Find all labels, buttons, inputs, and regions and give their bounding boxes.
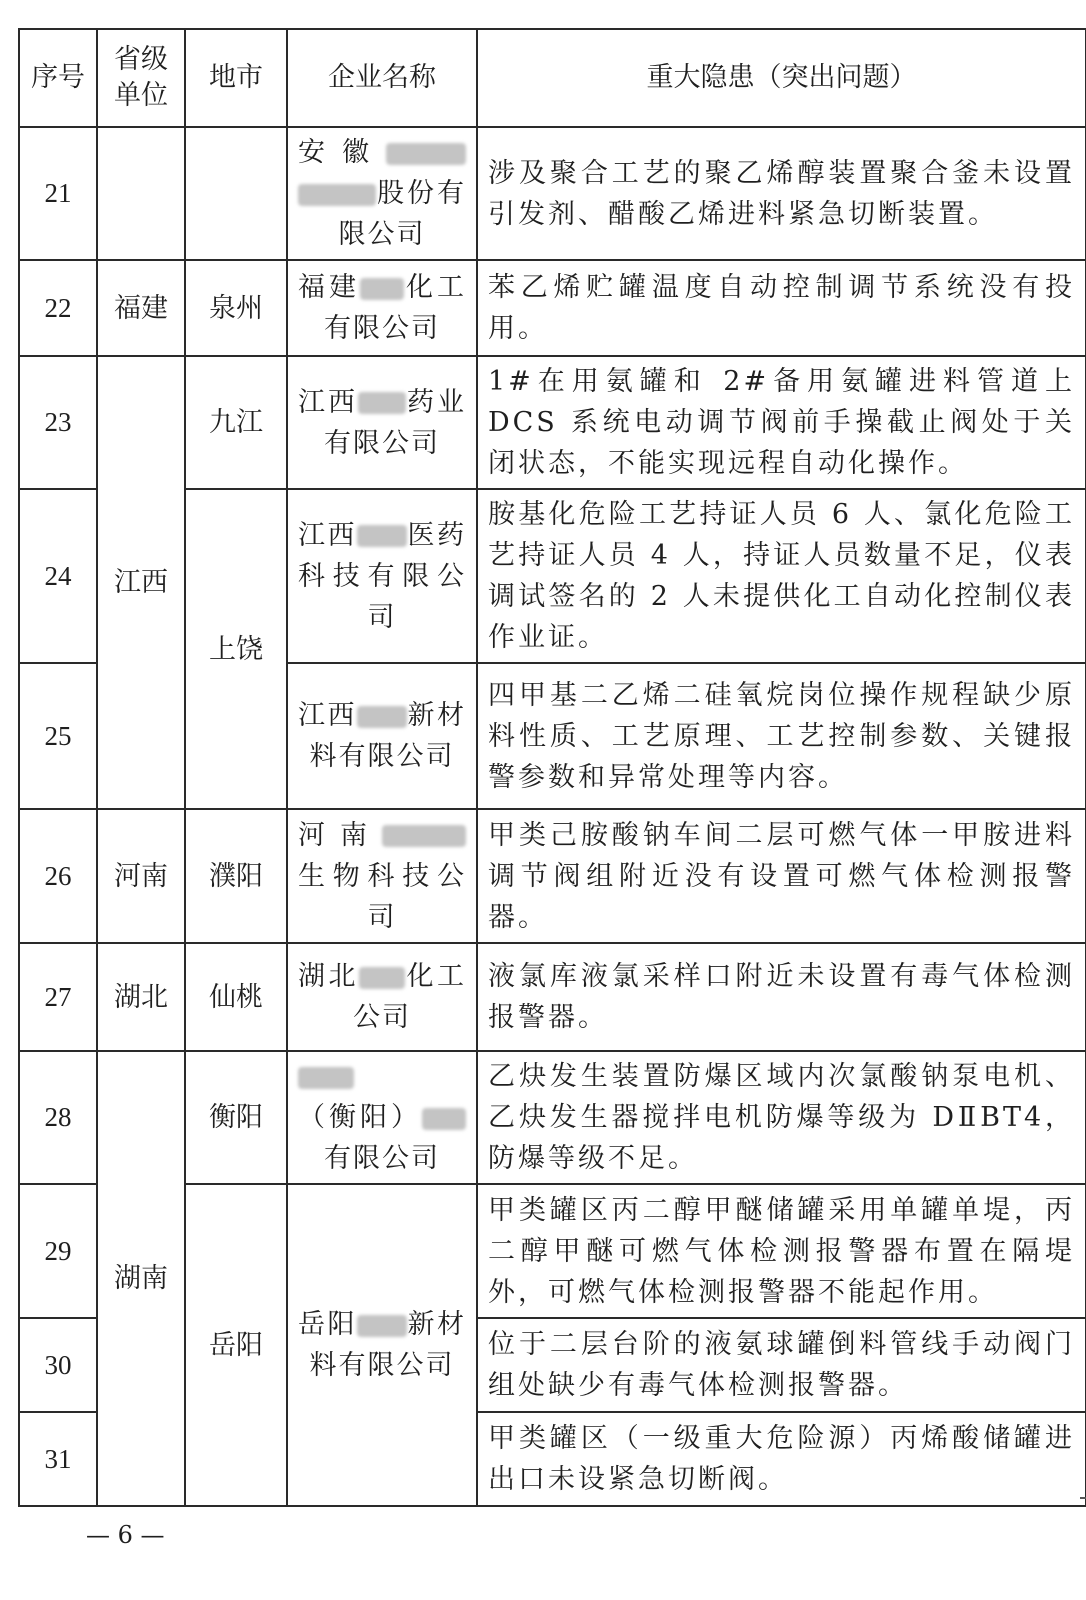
seq-cell: 31 [19,1412,97,1506]
header-province: 省级单位 [97,29,185,127]
table-row [19,1051,1086,1184]
city-cell: 仙桃 [185,943,287,1051]
seq-cell: 26 [19,809,97,943]
city-cell: 泉州 [185,260,287,356]
company-cell [287,127,477,260]
hazard-cell: 四甲基二乙烯二硅氧烷岗位操作规程缺少原料性质、工艺原理、工艺控制参数、关键报警参数和异常处理等内容。 [477,663,1086,809]
redacted-mark [357,525,407,547]
company-suffix: 新材料有限公司 [309,1309,466,1381]
city-cell: 濮阳 [185,809,287,943]
company-prefix: 江西 [298,386,358,418]
company-cell [287,260,477,356]
header-seq: 序号 [19,29,97,127]
company-suffix: 生物科技公司 [298,860,466,933]
company-suffix: 药业有限公司 [324,386,466,459]
table-row [19,260,1086,356]
margin-mark [1080,1497,1086,1499]
company-cell [287,1184,477,1506]
company-prefix: 安徽 [298,137,386,168]
city-cell: 上饶 [185,489,287,809]
redacted-mark [359,967,405,989]
document-page [18,28,1086,1507]
redacted-mark [357,706,407,728]
seq-cell: 23 [19,356,97,489]
header-city: 地市 [185,29,287,127]
redacted-mark [386,143,466,165]
table-row [19,356,1086,489]
company-prefix: 岳阳 [298,1309,357,1340]
seq-cell: 30 [19,1318,97,1412]
company-suffix: 化工有限公司 [324,272,466,344]
table-header-row [19,29,1086,127]
redacted-mark [360,278,404,300]
table-row [19,943,1086,1051]
redacted-mark [382,825,466,847]
hazard-cell: 胺基化危险工艺持证人员 6 人、氯化危险工艺持证人员 4 人，持证人员数量不足，仪表调试签名的 2 人未提供化工自动化控制仪表作业证。 [477,489,1086,663]
city-cell [185,127,287,260]
company-cell [287,943,477,1051]
redacted-mark [298,184,376,206]
redacted-mark [357,1315,407,1337]
company-mid: （衡阳） [298,1102,422,1133]
page-number: — 6 — [86,1521,165,1549]
hazard-cell: 液氯库液氯采样口附近未设置有毒气体检测报警器。 [477,943,1086,1051]
province-cell: 湖北 [97,943,185,1051]
seq-cell: 22 [19,260,97,356]
hazard-cell: 乙炔发生装置防爆区域内次氯酸钠泵电机、乙炔发生器搅拌电机防爆等级为 DⅡBT4，防爆等级不足。 [477,1051,1086,1184]
hazard-cell: 甲类罐区丙二醇甲醚储罐采用单罐单堤，丙二醇甲醚可燃气体检测报警器布置在隔堤外，可燃气体检测报警器不能起作用。 [477,1184,1086,1318]
company-prefix: 河南 [298,819,382,851]
province-cell: 湖南 [97,1051,185,1506]
hazard-cell: 1#在用氨罐和 2#备用氨罐进料管道上 DCS 系统电动调节阀前手操截止阀处于关闭状态，不能实现远程自动化操作。 [477,356,1086,489]
company-suffix: 新材料有限公司 [309,700,466,772]
seq-cell: 28 [19,1051,97,1184]
redacted-mark [358,392,406,414]
company-suffix: 医药科技有限公司 [298,519,466,633]
seq-cell: 27 [19,943,97,1051]
hazard-cell: 甲类罐区（一级重大危险源）丙烯酸储罐进出口未设紧急切断阀。 [477,1412,1086,1506]
hazard-cell: 苯乙烯贮罐温度自动控制调节系统没有投用。 [477,260,1086,356]
company-suffix: 有限公司 [324,1143,440,1174]
province-cell: 江西 [97,356,185,809]
header-hazard: 重大隐患（突出问题） [477,29,1086,127]
province-cell: 福建 [97,260,185,356]
table-row [19,127,1086,260]
city-cell: 九江 [185,356,287,489]
company-cell [287,489,477,663]
header-company: 企业名称 [287,29,477,127]
company-prefix: 福建 [298,272,360,303]
table-row [19,809,1086,943]
hazard-cell: 涉及聚合工艺的聚乙烯醇装置聚合釜未设置引发剂、醋酸乙烯进料紧急切断装置。 [477,127,1086,260]
company-cell [287,356,477,489]
redacted-mark [422,1108,466,1130]
company-cell [287,663,477,809]
hazard-cell: 甲类己胺酸钠车间二层可燃气体一甲胺进料调节阀组附近没有设置可燃气体检测报警器。 [477,809,1086,943]
seq-cell: 21 [19,127,97,260]
hazard-cell: 位于二层台阶的液氨球罐倒料管线手动阀门组处缺少有毒气体检测报警器。 [477,1318,1086,1412]
company-prefix: 江西 [298,519,357,551]
company-prefix: 湖北 [298,961,359,992]
city-cell: 衡阳 [185,1051,287,1184]
company-suffix: 化工公司 [353,961,466,1033]
company-cell [287,809,477,943]
city-cell: 岳阳 [185,1184,287,1506]
seq-cell: 25 [19,663,97,809]
seq-cell: 29 [19,1184,97,1318]
hazard-table [18,28,1086,1507]
company-suffix: 股份有限公司 [338,178,466,250]
redacted-mark [298,1067,354,1089]
province-cell: 河南 [97,809,185,943]
province-cell [97,127,185,260]
company-cell [287,1051,477,1184]
seq-cell: 24 [19,489,97,663]
company-prefix: 江西 [298,700,357,731]
